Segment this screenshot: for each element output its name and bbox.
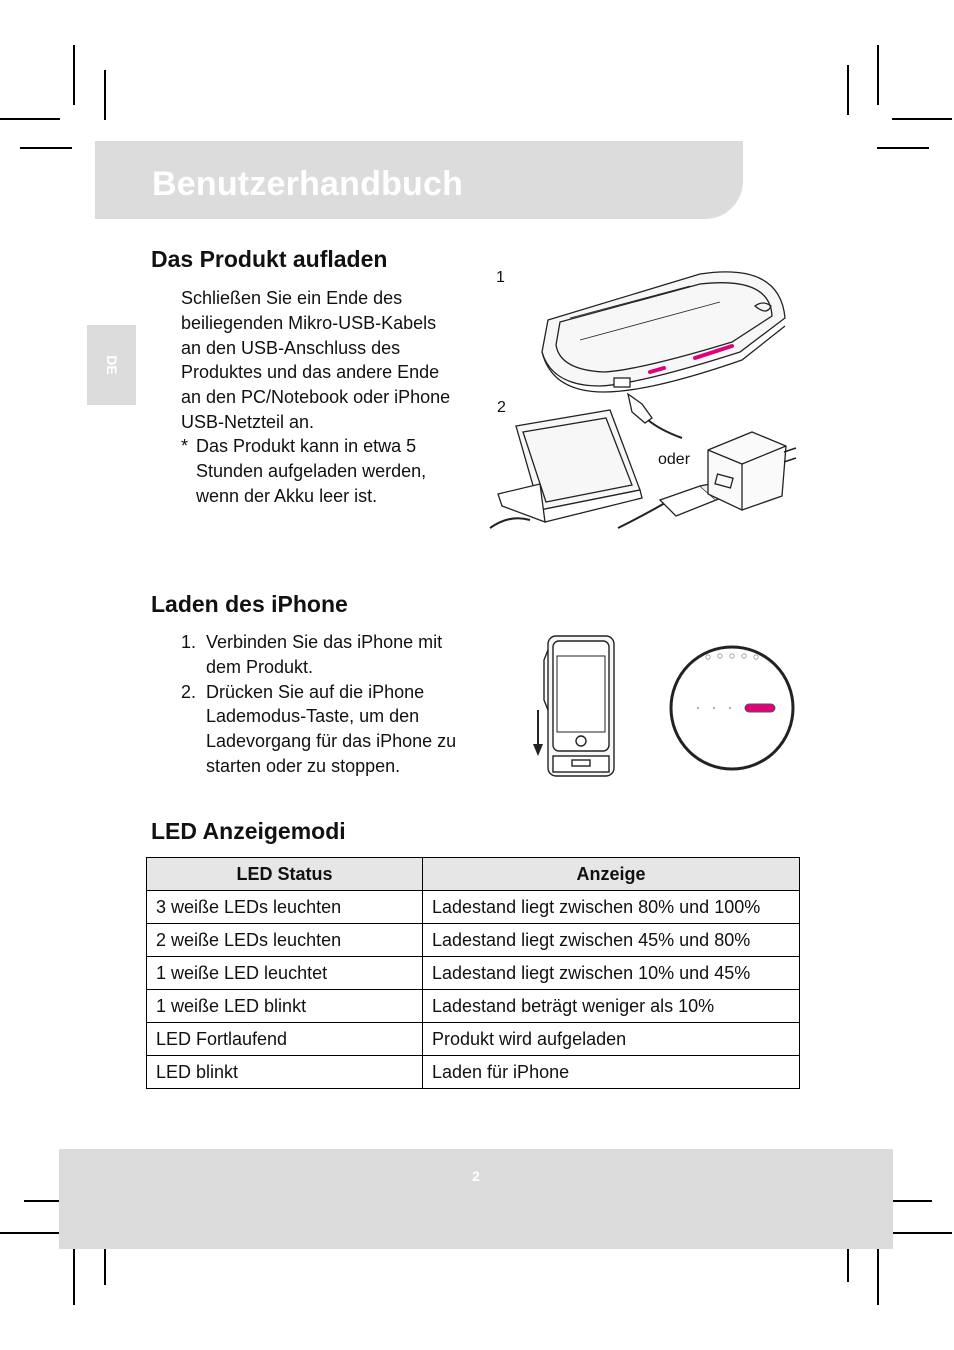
step-line: Verbinden Sie das iPhone mit — [206, 632, 443, 652]
step-number: 1. — [181, 632, 197, 652]
list-item — [181, 630, 491, 680]
language-label: DE — [103, 355, 120, 375]
charging-line: USB-Netzteil an. — [181, 411, 315, 432]
wall-charger-icon — [708, 432, 796, 510]
table-cell: 1 weiße LED blinkt — [147, 990, 423, 1023]
figure-label-1: 1 — [496, 269, 505, 286]
column-header-led-status: LED Status — [147, 858, 423, 891]
charging-line: an den PC/Notebook oder iPhone — [181, 387, 451, 408]
step-line: Drücken Sie auf die iPhone — [206, 681, 425, 702]
led-mode-table — [146, 857, 800, 1089]
figure-label-2: 2 — [497, 399, 506, 416]
table-cell: 1 weiße LED leuchtet — [147, 957, 423, 990]
laptop-icon — [490, 410, 670, 528]
table-cell: LED Fortlaufend — [147, 1023, 423, 1056]
footer-bar — [59, 1149, 893, 1249]
table-row — [147, 990, 800, 1023]
battery-case-illustration — [542, 272, 785, 392]
charging-line: beiliegenden Mikro-USB-Kabels — [181, 312, 437, 333]
step-number: 2. — [181, 681, 197, 702]
table-cell: Ladestand beträgt weniger als 10% — [423, 990, 800, 1023]
table-row — [147, 891, 800, 924]
table-cell: Ladestand liegt zwischen 10% und 45% — [423, 957, 800, 990]
step-line: starten oder zu stoppen. — [206, 755, 401, 776]
table-cell: Laden für iPhone — [423, 1056, 800, 1089]
charging-line: Schließen Sie ein Ende des — [181, 288, 403, 308]
list-item — [181, 680, 491, 779]
table-row — [147, 1056, 800, 1089]
page-title: Benutzerhandbuch — [152, 165, 464, 203]
column-header-anzeige: Anzeige — [423, 858, 800, 891]
note-marker: * — [181, 436, 189, 456]
table-row — [147, 1023, 800, 1056]
charging-line: Produktes und das andere Ende — [181, 362, 440, 383]
iphone-in-case-illustration — [544, 636, 614, 776]
page-number: 2 — [472, 1168, 480, 1184]
figure-label-or: oder — [658, 451, 691, 468]
table-cell: Ladestand liegt zwischen 80% und 100% — [423, 891, 800, 924]
table-row — [147, 957, 800, 990]
iphone-steps-list — [181, 630, 491, 779]
table-cell: 2 weiße LEDs leuchten — [147, 924, 423, 957]
note-line: wenn der Akku leer ist. — [196, 485, 378, 506]
down-arrow-icon — [533, 710, 543, 756]
led-zoom-illustration — [671, 647, 793, 769]
table-row — [147, 924, 800, 957]
step-line: dem Produkt. — [206, 656, 314, 677]
section-heading-led: LED Anzeigemodi — [151, 818, 346, 844]
note-line: Das Produkt kann in etwa 5 — [196, 436, 417, 456]
section-heading-iphone: Laden des iPhone — [151, 591, 348, 617]
step-line: Lademodus-Taste, um den — [206, 706, 420, 727]
charging-line: an den USB-Anschluss des — [181, 337, 401, 358]
table-header-row — [147, 858, 800, 891]
step-line: Ladevorgang für das iPhone zu — [206, 731, 457, 752]
table-cell: Produkt wird aufgeladen — [423, 1023, 800, 1056]
table-cell: 3 weiße LEDs leuchten — [147, 891, 423, 924]
section-heading-charging: Das Produkt aufladen — [151, 246, 388, 272]
usb-cable-icon — [628, 394, 682, 438]
table-cell: LED blinkt — [147, 1056, 423, 1089]
table-cell: Ladestand liegt zwischen 45% und 80% — [423, 924, 800, 957]
note-line: Stunden aufgeladen werden, — [196, 460, 427, 481]
